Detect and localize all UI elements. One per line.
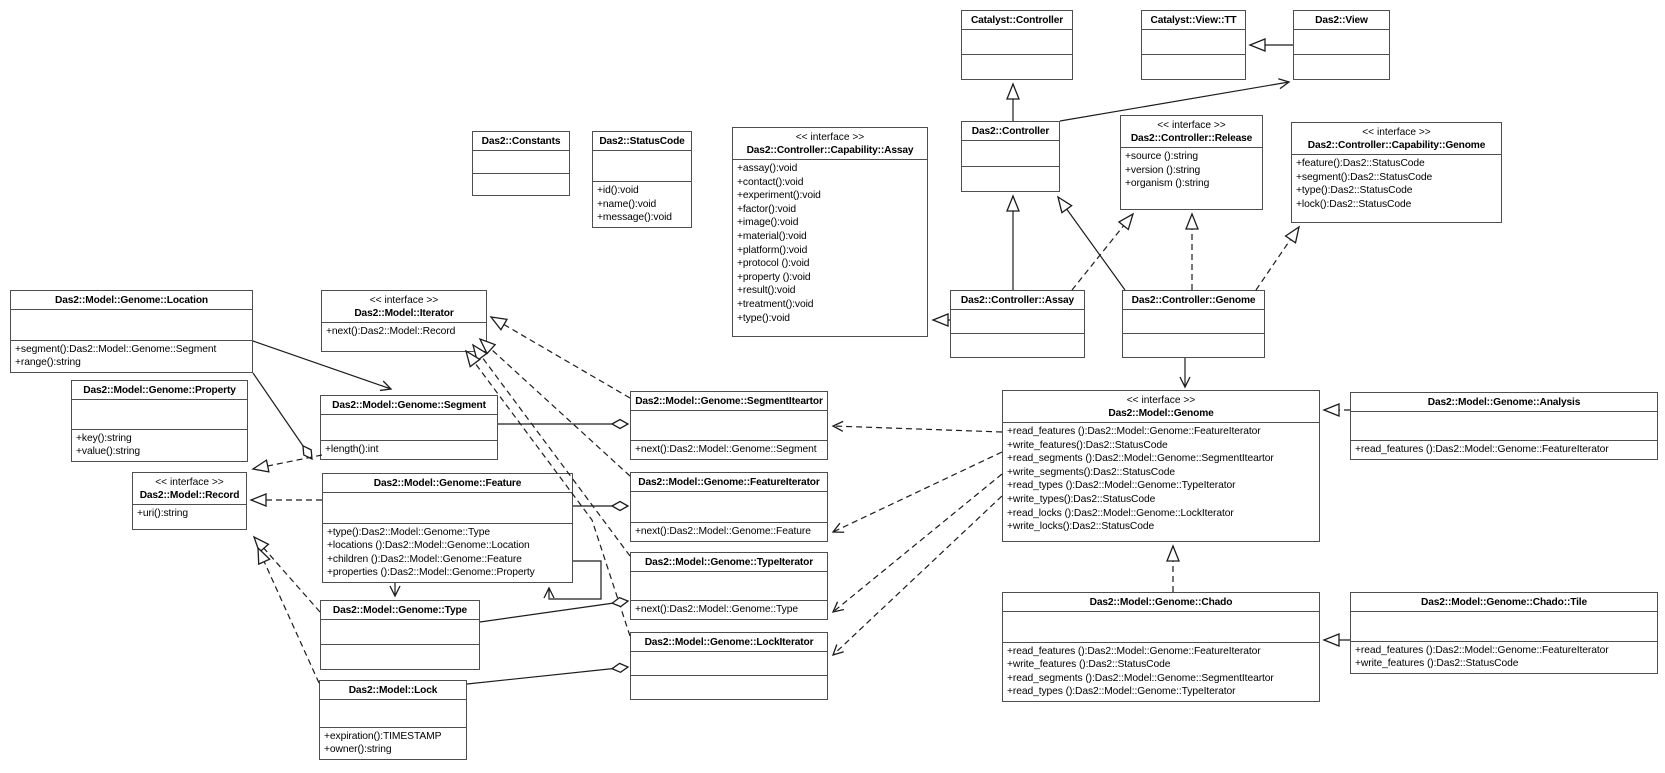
class-title bbox=[72, 381, 247, 399]
class-catalyst-view-tt bbox=[1141, 10, 1246, 80]
attributes-compartment bbox=[473, 150, 569, 173]
edge-modelgenome-returns-typeiterator bbox=[833, 474, 1002, 612]
attributes-compartment bbox=[1003, 611, 1319, 642]
attributes-compartment bbox=[11, 309, 252, 340]
operation-item: +property ():void bbox=[737, 271, 811, 283]
class-catalyst-controller bbox=[961, 10, 1073, 80]
class-title bbox=[322, 291, 486, 322]
class-name: Das2::Model::Genome bbox=[1108, 408, 1214, 419]
class-name: Das2::StatusCode bbox=[599, 136, 685, 147]
attributes-compartment bbox=[631, 491, 827, 522]
operation-item: +factor():void bbox=[737, 203, 796, 215]
stereotype-label: << interface >> bbox=[1126, 395, 1196, 406]
operation-item: +type():Das2::Model::Genome::Type bbox=[327, 526, 490, 538]
operations-compartment bbox=[72, 429, 247, 461]
operations-compartment bbox=[1351, 641, 1657, 673]
class-capability-assay bbox=[732, 127, 928, 337]
class-title bbox=[631, 553, 827, 571]
class-name: Das2::Model::Iterator bbox=[354, 308, 454, 319]
class-title bbox=[1123, 291, 1264, 309]
operation-item: +feature():Das2::StatusCode bbox=[1296, 158, 1425, 169]
attributes-compartment bbox=[1142, 29, 1245, 54]
class-lock-iterator bbox=[630, 632, 828, 700]
class-title bbox=[1003, 593, 1319, 611]
class-genome-analysis bbox=[1350, 392, 1658, 460]
class-name: Das2::Controller bbox=[971, 126, 1050, 137]
attributes-compartment bbox=[1123, 309, 1264, 333]
operations-compartment bbox=[631, 675, 827, 699]
class-model-iterator bbox=[321, 290, 487, 352]
operations-compartment bbox=[320, 727, 466, 759]
operation-item: +organism ():string bbox=[1125, 178, 1210, 190]
class-name: Das2::Model::Genome::LockIterator bbox=[644, 637, 814, 648]
edge-controllerassay-implements-release bbox=[1072, 214, 1133, 290]
attributes-compartment bbox=[593, 150, 691, 181]
operation-item: +uri():string bbox=[137, 508, 189, 519]
class-model-type bbox=[320, 600, 480, 670]
operation-item: +next():Das2::Model::Genome::Feature bbox=[635, 526, 811, 538]
class-title bbox=[320, 681, 466, 699]
operation-item: +version ():string bbox=[1125, 164, 1201, 176]
operations-compartment bbox=[1142, 54, 1245, 79]
operations-compartment bbox=[133, 504, 246, 529]
operation-item: +children ():Das2::Model::Genome::Feature bbox=[327, 553, 522, 565]
edge-controllergenome-implements-capabilitygenome bbox=[1256, 227, 1299, 290]
class-title bbox=[631, 392, 827, 410]
operations-compartment bbox=[631, 440, 827, 459]
class-title bbox=[323, 474, 572, 492]
class-name: Das2::Model::Genome::FeatureIterator bbox=[638, 477, 820, 488]
class-name: Das2::Model::Genome::SegmentIteartor bbox=[635, 396, 823, 407]
operation-item: +write_features ():Das2::StatusCode bbox=[1355, 658, 1519, 670]
operations-compartment bbox=[1294, 54, 1389, 79]
class-name: Catalyst::Controller bbox=[970, 15, 1064, 26]
attributes-compartment bbox=[321, 414, 497, 440]
class-type-iterator bbox=[630, 552, 828, 620]
edge-segmentiteartor-implements-iterator bbox=[491, 317, 630, 398]
operations-compartment bbox=[1123, 333, 1264, 357]
operation-item: +owner():string bbox=[324, 744, 392, 756]
class-name: Das2::Model::Genome::Chado::Tile bbox=[1421, 597, 1587, 608]
class-name: Das2::Model::Genome::TypeIterator bbox=[644, 557, 814, 568]
class-title bbox=[962, 122, 1059, 140]
operation-item: +read_segments ():Das2::Model::Genome::SegmentIteartor bbox=[1007, 453, 1274, 465]
attributes-compartment bbox=[321, 619, 479, 644]
operation-item: +result():void bbox=[737, 285, 796, 297]
attributes-compartment bbox=[1294, 29, 1389, 54]
attributes-compartment bbox=[72, 399, 247, 429]
edge-segment-implements-record bbox=[253, 455, 322, 469]
attributes-compartment bbox=[631, 571, 827, 600]
class-title bbox=[631, 473, 827, 491]
edge-lock-implements-record bbox=[258, 548, 319, 683]
operation-item: +material():void bbox=[737, 230, 807, 242]
attributes-compartment bbox=[320, 699, 466, 727]
attributes-compartment bbox=[323, 492, 572, 523]
class-name: Das2::Model::Genome::Location bbox=[55, 295, 208, 306]
operation-item: +segment():Das2::StatusCode bbox=[1296, 171, 1433, 183]
class-title bbox=[1121, 116, 1262, 147]
class-title bbox=[631, 633, 827, 651]
operation-item: +value():string bbox=[76, 446, 141, 458]
operations-compartment bbox=[323, 523, 572, 582]
operations-compartment bbox=[1003, 422, 1319, 541]
class-name: Das2::Controller::Capability::Genome bbox=[1307, 140, 1486, 151]
operation-item: +read_types ():Das2::Model::Genome::TypeIterator bbox=[1007, 480, 1236, 492]
operation-item: +read_locks ():Das2::Model::Genome::LockIterator bbox=[1007, 507, 1234, 519]
operations-compartment bbox=[593, 181, 691, 227]
class-name: Catalyst::View::TT bbox=[1150, 15, 1237, 26]
operation-item: +assay():void bbox=[737, 163, 798, 174]
edge-type-implements-record bbox=[254, 537, 320, 612]
class-das2-controller bbox=[961, 121, 1060, 192]
class-title bbox=[321, 396, 497, 414]
edge-modelgenome-returns-segmentiteartor bbox=[833, 426, 1002, 432]
operation-item: +lock():Das2::StatusCode bbox=[1296, 198, 1412, 210]
class-name: Das2::Model::Genome::Segment bbox=[332, 400, 486, 411]
attributes-compartment bbox=[951, 309, 1084, 333]
operation-item: +platform():void bbox=[737, 244, 808, 256]
class-title bbox=[473, 132, 569, 150]
operation-item: +protocol ():void bbox=[737, 258, 810, 270]
operation-item: +properties ():Das2::Model::Genome::Property bbox=[327, 567, 535, 579]
operation-item: +length():int bbox=[325, 444, 379, 456]
class-model-lock bbox=[319, 680, 467, 760]
operation-item: +range():string bbox=[15, 357, 81, 369]
class-model-record bbox=[132, 472, 247, 530]
stereotype-label: << interface >> bbox=[795, 132, 865, 143]
class-name: Das2::Model::Genome::Property bbox=[83, 385, 236, 396]
operation-item: +next():Das2::Model::Genome::Segment bbox=[635, 444, 817, 456]
class-controller-genome bbox=[1122, 290, 1265, 358]
operation-item: +read_features ():Das2::Model::Genome::FeatureIterator bbox=[1355, 444, 1609, 456]
class-title bbox=[133, 473, 246, 504]
operation-item: +next():Das2::Model::Genome::Type bbox=[635, 604, 798, 616]
operations-compartment bbox=[1351, 440, 1657, 459]
class-name: Das2::Model::Genome::Analysis bbox=[1427, 397, 1581, 408]
operation-item: +type():Das2::StatusCode bbox=[1296, 185, 1413, 197]
edge-lockiterator-aggregates-lock bbox=[467, 667, 628, 684]
operation-item: +read_features ():Das2::Model::Genome::FeatureIterator bbox=[1007, 426, 1261, 437]
class-feature-iterator bbox=[630, 472, 828, 542]
class-title bbox=[962, 11, 1072, 29]
class-name: Das2::Model::Lock bbox=[348, 685, 438, 696]
class-name: Das2::Model::Genome::Chado bbox=[1089, 597, 1233, 608]
class-model-location bbox=[10, 290, 253, 373]
class-name: Das2::Model::Genome::Feature bbox=[373, 478, 522, 489]
edge-typeiterator-aggregates-type bbox=[480, 601, 628, 622]
class-title bbox=[11, 291, 252, 309]
class-segment-iteartor bbox=[630, 391, 828, 460]
class-name: Das2::Controller::Capability::Assay bbox=[746, 145, 914, 156]
operation-item: +write_segments():Das2::StatusCode bbox=[1007, 466, 1176, 478]
operations-compartment bbox=[631, 600, 827, 619]
class-name: Das2::Controller::Genome bbox=[1131, 295, 1256, 306]
class-title bbox=[593, 132, 691, 150]
class-das2-view bbox=[1293, 10, 1390, 80]
operation-item: +id():void bbox=[597, 185, 639, 197]
class-title bbox=[1294, 11, 1389, 29]
class-model-feature bbox=[322, 473, 573, 583]
class-das2-statuscode bbox=[592, 131, 692, 228]
attributes-compartment bbox=[631, 651, 827, 675]
operation-item: +source ():string bbox=[1125, 151, 1198, 162]
class-model-genome bbox=[1002, 390, 1320, 542]
operation-item: +key():string bbox=[76, 432, 132, 444]
operations-compartment bbox=[322, 322, 486, 351]
stereotype-label: << interface >> bbox=[155, 477, 224, 488]
edge-featureiterator-implements-iterator bbox=[480, 339, 630, 476]
class-name: Das2::Constants bbox=[481, 136, 561, 147]
operations-compartment bbox=[473, 173, 569, 196]
class-title bbox=[1142, 11, 1245, 29]
attributes-compartment bbox=[962, 29, 1072, 54]
operation-item: +segment():Das2::Model::Genome::Segment bbox=[15, 343, 217, 355]
class-genome-chado bbox=[1002, 592, 1320, 702]
class-das2-constants bbox=[472, 131, 570, 196]
operation-item: +type():void bbox=[737, 312, 790, 324]
class-title bbox=[1351, 393, 1657, 411]
operations-compartment bbox=[951, 333, 1084, 357]
operation-item: +read_features ():Das2::Model::Genome::FeatureIterator bbox=[1007, 645, 1261, 657]
class-name: Das2::Model::Record bbox=[139, 490, 240, 501]
operation-item: +write_types():Das2::StatusCode bbox=[1007, 493, 1156, 505]
class-title bbox=[951, 291, 1084, 309]
operation-item: +name():void bbox=[597, 198, 657, 210]
stereotype-label: << interface >> bbox=[369, 295, 439, 306]
operation-item: +read_segments ():Das2::Model::Genome::SegmentIteartor bbox=[1007, 672, 1274, 684]
operation-item: +write_locks():Das2::StatusCode bbox=[1007, 521, 1155, 533]
class-title bbox=[733, 128, 927, 159]
class-title bbox=[321, 601, 479, 619]
class-name: Das2::View bbox=[1315, 15, 1368, 26]
edge-modelgenome-returns-featureiterator bbox=[833, 452, 1002, 532]
edge-modelgenome-returns-lockiterator bbox=[833, 496, 1002, 655]
class-title bbox=[1292, 123, 1501, 154]
operations-compartment bbox=[11, 340, 252, 372]
operations-compartment bbox=[1121, 147, 1262, 209]
operations-compartment bbox=[1003, 642, 1319, 701]
attributes-compartment bbox=[1351, 611, 1657, 641]
class-capability-genome bbox=[1291, 122, 1502, 223]
operation-item: +read_features ():Das2::Model::Genome::FeatureIterator bbox=[1355, 644, 1609, 656]
operation-item: +experiment():void bbox=[737, 190, 821, 202]
class-name: Das2::Model::Genome::Type bbox=[332, 605, 468, 616]
class-title bbox=[1003, 391, 1319, 422]
operations-compartment bbox=[962, 54, 1072, 79]
class-controller-assay bbox=[950, 290, 1085, 358]
operations-compartment bbox=[1292, 154, 1501, 222]
operation-item: +treatment():void bbox=[737, 298, 814, 310]
stereotype-label: << interface >> bbox=[1157, 120, 1226, 131]
operation-item: +contact():void bbox=[737, 176, 804, 188]
class-model-property bbox=[71, 380, 248, 462]
class-model-segment bbox=[320, 395, 498, 460]
class-name: Das2::Controller::Release bbox=[1130, 133, 1253, 144]
class-controller-release bbox=[1120, 115, 1263, 210]
edge-segment-aggregates-location bbox=[253, 373, 312, 459]
operation-item: +write_features():Das2::StatusCode bbox=[1007, 439, 1168, 451]
class-title bbox=[1351, 593, 1657, 611]
operation-item: +image():void bbox=[737, 217, 799, 229]
operation-item: +next():Das2::Model::Record bbox=[326, 326, 456, 337]
operation-item: +message():void bbox=[597, 212, 672, 224]
operation-item: +read_types ():Das2::Model::Genome::TypeIterator bbox=[1007, 686, 1236, 698]
stereotype-label: << interface >> bbox=[1362, 127, 1431, 138]
attributes-compartment bbox=[631, 410, 827, 440]
attributes-compartment bbox=[962, 140, 1059, 166]
operations-compartment bbox=[321, 644, 479, 669]
attributes-compartment bbox=[1351, 411, 1657, 440]
class-chado-tile bbox=[1350, 592, 1658, 674]
operation-item: +locations ():Das2::Model::Genome::Location bbox=[327, 540, 530, 552]
operations-compartment bbox=[321, 440, 497, 459]
edge-controllergenome-extends-das2controller bbox=[1058, 197, 1125, 290]
operations-compartment bbox=[733, 159, 927, 336]
operation-item: +expiration():TIMESTAMP bbox=[324, 730, 442, 742]
operation-item: +write_features ():Das2::StatusCode bbox=[1007, 659, 1171, 671]
class-name: Das2::Controller::Assay bbox=[960, 295, 1075, 306]
operations-compartment bbox=[962, 166, 1059, 192]
operations-compartment bbox=[631, 522, 827, 541]
